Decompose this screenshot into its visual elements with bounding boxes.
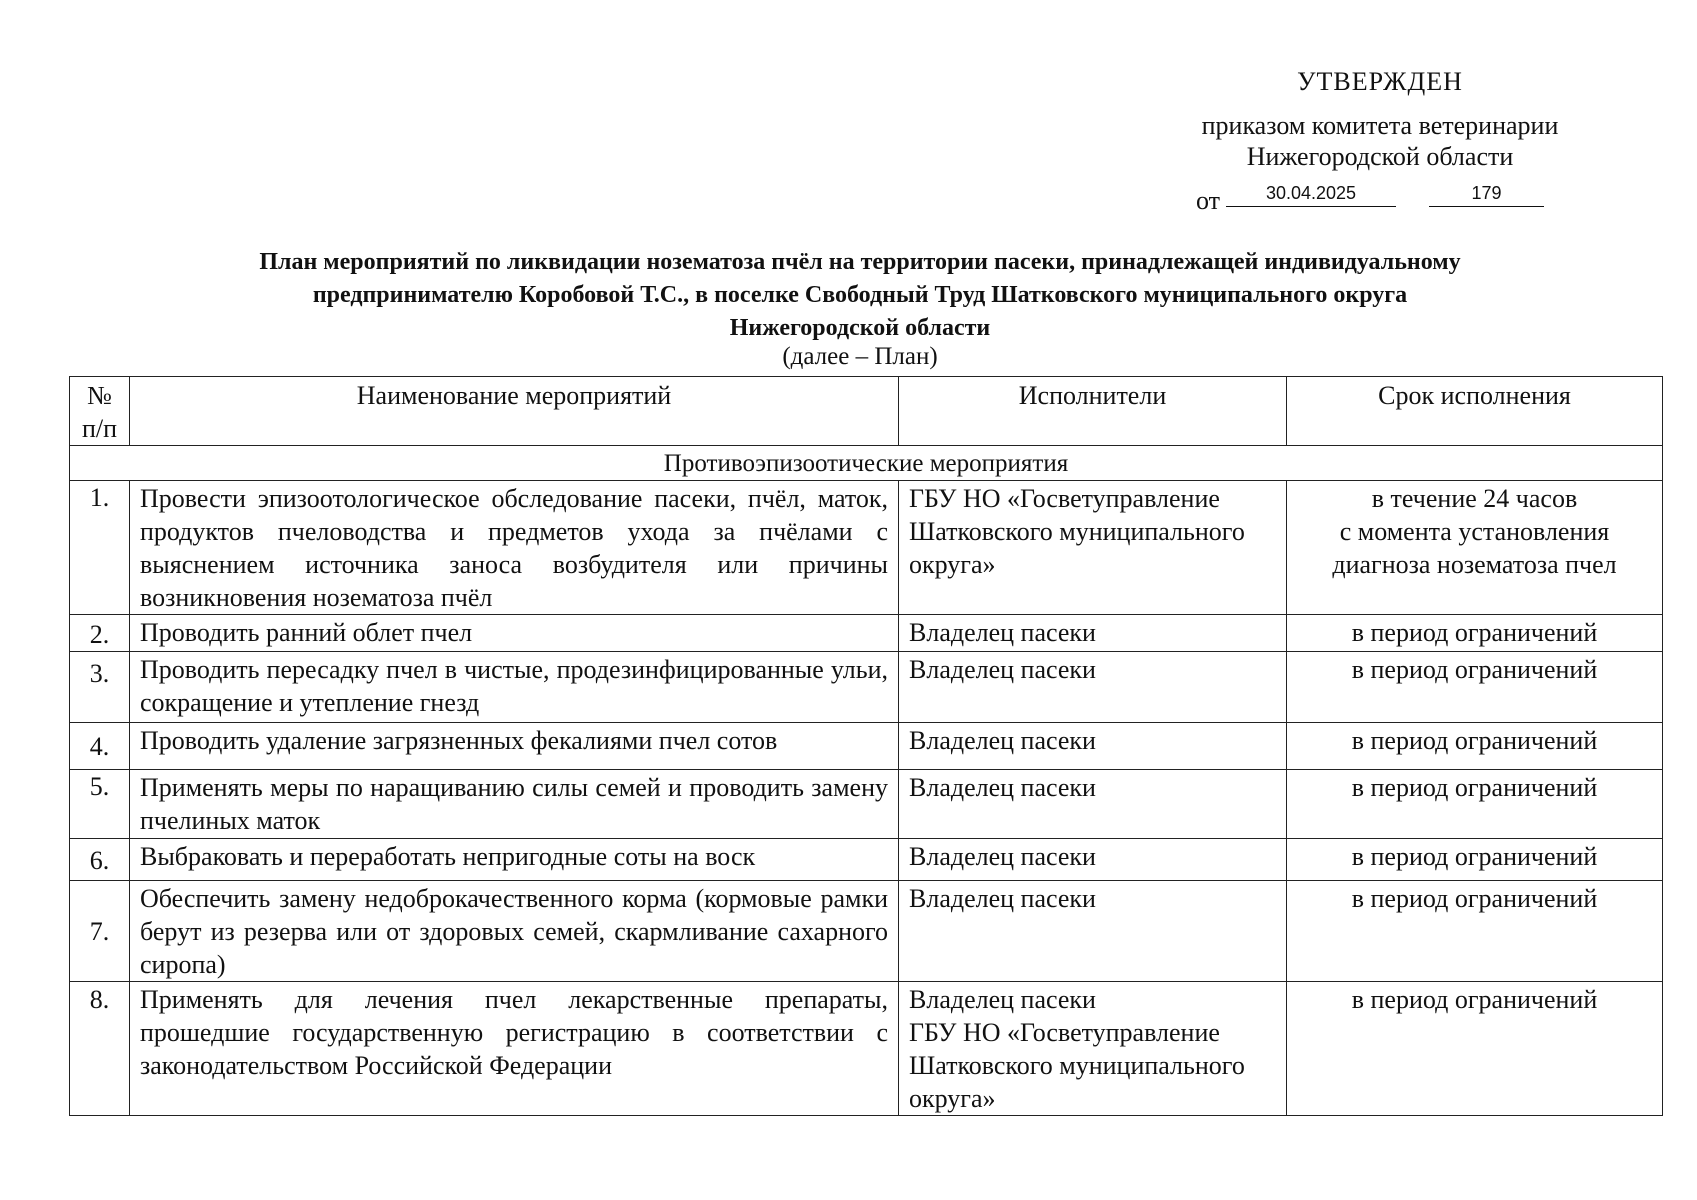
- table-header-row: [70, 377, 1663, 446]
- row-number: 3.: [70, 652, 130, 723]
- row-term: [1287, 839, 1663, 881]
- header-num: № п/п: [70, 377, 130, 446]
- term-line: диагноза нозематоза пчел: [1332, 550, 1617, 579]
- table-row: [70, 723, 1663, 770]
- table-row: [70, 881, 1663, 982]
- term-line: с момента установления: [1339, 517, 1610, 546]
- row-activity: Применять меры по наращиванию силы семей и проводить замену пчелиных маток: [130, 770, 899, 839]
- table-row: [70, 615, 1663, 652]
- row-activity: Выбраковать и переработать непригодные соты на воск: [130, 839, 899, 881]
- executor-name: Владелец пасеки: [909, 884, 1096, 913]
- order-number: 179: [1429, 180, 1544, 207]
- title-line-2: предпринимателю Коробовой Т.С., в поселке Свободный Труд Шатковского муниципального округа: [312, 282, 1408, 308]
- title-line-1: План мероприятий по ликвидации нозематоза пчёл на территории пасеки, принадлежащей индивидуальному: [259, 249, 1461, 275]
- row-activity: Проводить удаление загрязненных фекалиями пчел сотов: [130, 723, 899, 770]
- term-line: в период ограничений: [1351, 618, 1598, 647]
- term-line: в период ограничений: [1351, 985, 1598, 1014]
- plan-table: [69, 376, 1663, 1116]
- approval-block: [1150, 66, 1610, 172]
- row-executors: [899, 481, 1287, 615]
- term-line: в период ограничений: [1351, 884, 1598, 913]
- table-row: [70, 982, 1663, 1116]
- document-title: [150, 246, 1570, 345]
- executor-name: ГБУ НО «Госветуправление Шатковского муниципального округа»: [909, 1018, 1245, 1113]
- row-executors: [899, 839, 1287, 881]
- row-number: 7.: [70, 881, 130, 982]
- row-executors: [899, 652, 1287, 723]
- executor-name: Владелец пасеки: [909, 726, 1096, 755]
- table-row: [70, 652, 1663, 723]
- section-row: [70, 446, 1663, 481]
- row-term: [1287, 770, 1663, 839]
- row-activity: Применять для лечения пчел лекарственные препараты, прошедшие государственную регистрацию в соответствии с законодательством Российской Федерации: [130, 982, 899, 1116]
- term-line: в течение 24 часов: [1371, 484, 1578, 513]
- row-number: 2.: [70, 615, 130, 652]
- executor-name: Владелец пасеки: [909, 985, 1096, 1014]
- term-line: в период ограничений: [1351, 655, 1598, 684]
- table-row: [70, 770, 1663, 839]
- executor-name: ГБУ НО «Госветуправление Шатковского муниципального округа»: [909, 484, 1245, 579]
- row-executors: [899, 881, 1287, 982]
- header-term: Срок исполнения: [1287, 377, 1663, 446]
- table-row: [70, 481, 1663, 615]
- section-title: Противоэпизоотические мероприятия: [70, 446, 1663, 481]
- row-number: 8.: [70, 982, 130, 1116]
- row-number: 1.: [70, 481, 130, 615]
- row-term: [1287, 481, 1663, 615]
- approval-order-line: приказом комитета ветеринарии: [1201, 111, 1559, 140]
- approval-status: УТВЕРЖДЕН: [1297, 67, 1463, 96]
- row-executors: [899, 982, 1287, 1116]
- order-date-number: [1196, 180, 1556, 215]
- header-executors: Исполнители: [899, 377, 1287, 446]
- table-row: [70, 839, 1663, 881]
- ot-label: от: [1196, 186, 1221, 215]
- term-line: в период ограничений: [1351, 726, 1598, 755]
- executor-name: Владелец пасеки: [909, 655, 1096, 684]
- row-term: [1287, 723, 1663, 770]
- row-term: [1287, 652, 1663, 723]
- header-name: Наименование мероприятий: [130, 377, 899, 446]
- row-executors: [899, 723, 1287, 770]
- approval-region-line: Нижегородской области: [1246, 142, 1514, 171]
- row-term: [1287, 615, 1663, 652]
- title-line-3: Нижегородской области: [729, 315, 991, 341]
- order-date: 30.04.2025: [1226, 180, 1396, 207]
- term-line: в период ограничений: [1351, 842, 1598, 871]
- row-executors: [899, 770, 1287, 839]
- executor-name: Владелец пасеки: [909, 618, 1096, 647]
- row-activity: Проводить ранний облет пчел: [130, 615, 899, 652]
- document-subtitle: (далее – План): [782, 343, 938, 370]
- row-activity: Обеспечить замену недоброкачественного корма (кормовые рамки берут из резерва или от здоровых семей, скармливание сахарного сиропа): [130, 881, 899, 982]
- term-line: в период ограничений: [1351, 773, 1598, 802]
- executor-name: Владелец пасеки: [909, 842, 1096, 871]
- row-number: 5.: [70, 770, 130, 839]
- row-executors: [899, 615, 1287, 652]
- row-term: [1287, 881, 1663, 982]
- row-term: [1287, 982, 1663, 1116]
- row-activity: Провести эпизоотологическое обследование пасеки, пчёл, маток, продуктов пчеловодства и предметов ухода за пчёлами с выяснением источника заноса возбудителя или причины возникновения нозематоза пчёл: [130, 481, 899, 615]
- row-number: 6.: [70, 839, 130, 881]
- executor-name: Владелец пасеки: [909, 773, 1096, 802]
- row-activity: Проводить пересадку пчел в чистые, продезинфицированные ульи, сокращение и утепление гнезд: [130, 652, 899, 723]
- row-number: 4.: [70, 723, 130, 770]
